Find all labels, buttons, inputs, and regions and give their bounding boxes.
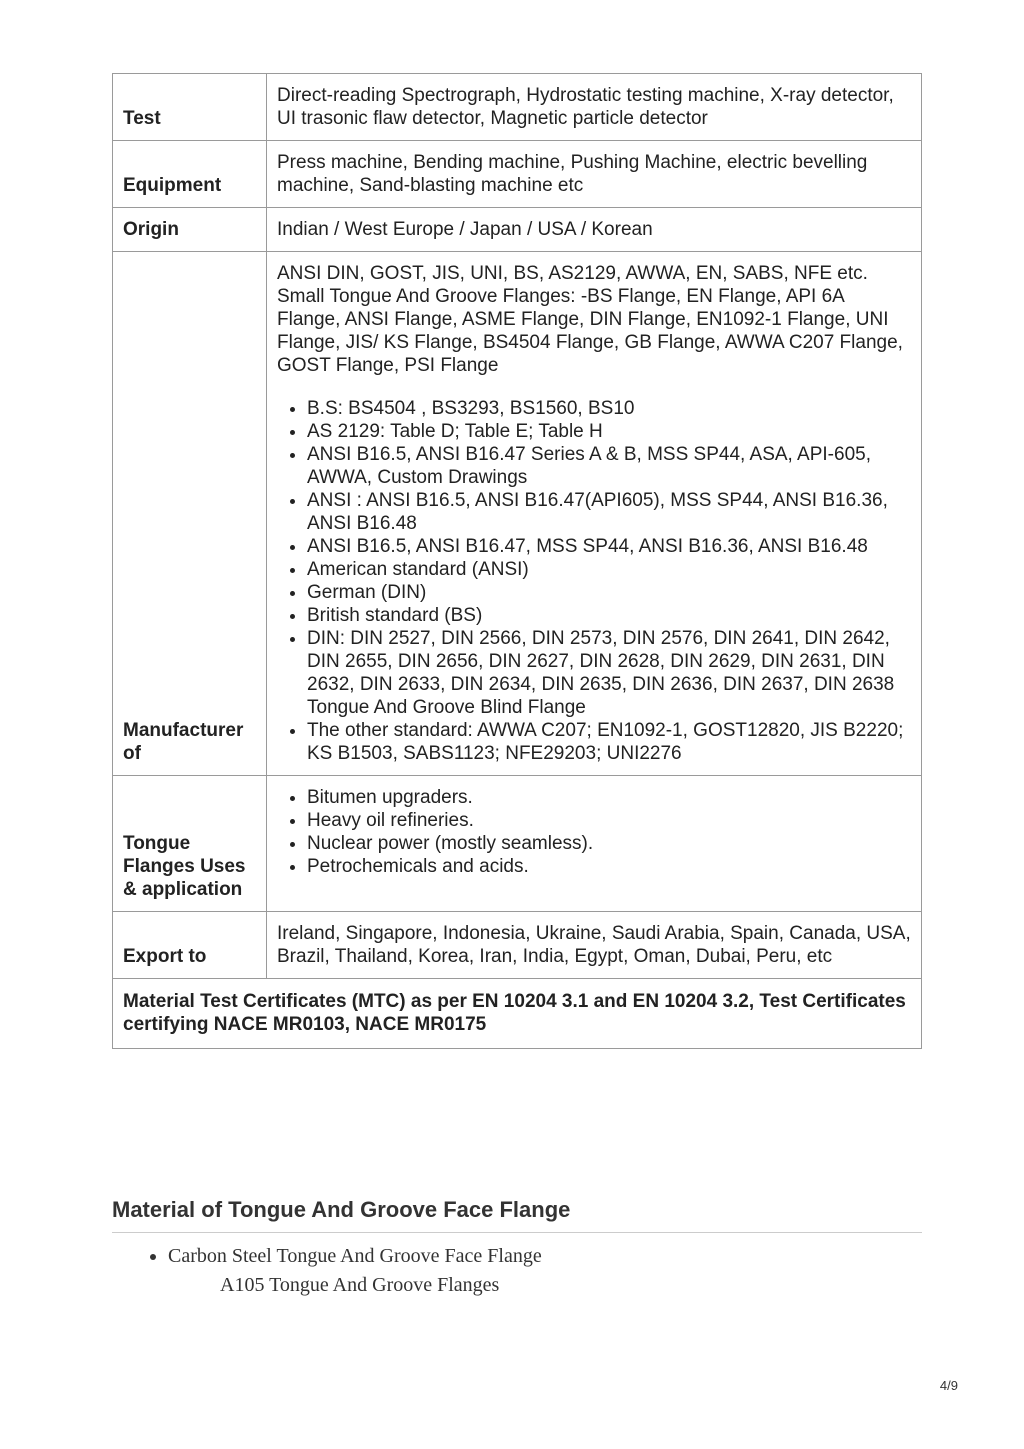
material-item-sub: A105 Tongue And Groove Flanges [220, 1274, 500, 1296]
list-item: • The other standard: AWWA C207; EN1092-1, GOST12820, JIS B2220; KS B1503, SABS1123; NFE29203; UNI2276 [307, 719, 911, 765]
table-row [113, 252, 922, 776]
row-value-equipment: Press machine, Bending machine, Pushing Machine, electric bevelling machine, Sand-blasting machine etc [267, 141, 922, 208]
table-row [113, 141, 922, 208]
row-value-uses [267, 776, 922, 912]
manufacturer-flanges-text: Small Tongue And Groove Flanges: -BS Flange, EN Flange, API 6A Flange, ANSI Flange, ASME Flange, DIN Flange, EN1092-1 Flange, UNI Flange, JIS/ KS Flange, BS4504 Flange, GB Flange, AWWA C207 Flange, GOST Flange, PSI Flange [277, 286, 903, 376]
list-item: • AS 2129: Table D; Table E; Table H [307, 420, 911, 443]
manufacturer-standards-text: ANSI DIN, GOST, JIS, UNI, BS, AS2129, AWWA, EN, SABS, NFE etc. [277, 263, 868, 284]
page-number: 4/9 [939, 1378, 958, 1393]
row-label-manufacturer: Manufacturer of [113, 252, 267, 776]
table-row [113, 979, 922, 1049]
material-item-label: Carbon Steel Tongue And Groove Face Flange [168, 1245, 542, 1267]
row-label-origin: Origin [113, 208, 267, 252]
table-row [113, 912, 922, 979]
specification-table [112, 73, 922, 1049]
certificates-note: Material Test Certificates (MTC) as per EN 10204 3.1 and EN 10204 3.2, Test Certificates certifying NACE MR0103, NACE MR0175 [113, 979, 922, 1049]
row-value-test: Direct-reading Spectrograph, Hydrostatic testing machine, X-ray detector, UI trasonic flaw detector, Magnetic particle detector [267, 74, 922, 141]
table-row [113, 208, 922, 252]
row-label-uses: Tongue Flanges Uses & application [113, 776, 267, 912]
list-item: • British standard (BS) [307, 604, 911, 627]
manufacturer-standards-list [277, 397, 911, 765]
material-list [112, 1242, 978, 1300]
list-item: • B.S: BS4504 , BS3293, BS1560, BS10 [307, 397, 911, 420]
row-value-origin: Indian / West Europe / Japan / USA / Korean [267, 208, 922, 252]
list-item: • American standard (ANSI) [307, 558, 911, 581]
list-item: • Petrochemicals and acids. [307, 855, 911, 878]
table-row [113, 74, 922, 141]
list-item: • Heavy oil refineries. [307, 809, 911, 832]
uses-list [277, 786, 911, 878]
list-item: • Nuclear power (mostly seamless). [307, 832, 911, 855]
list-item: • DIN: DIN 2527, DIN 2566, DIN 2573, DIN 2576, DIN 2641, DIN 2642, DIN 2655, DIN 2656, DIN 2627, DIN 2628, DIN 2629, DIN 2631, DIN 2632, DIN 2633, DIN 2634, DIN 2635, DIN 2636, DIN 2637, DIN 2638 Tongue And Groove Blind Flange [307, 627, 911, 719]
list-item [168, 1242, 978, 1300]
row-label-export: Export to [113, 912, 267, 979]
row-label-test: Test [113, 74, 267, 141]
list-item: • ANSI B16.5, ANSI B16.47 Series A & B, MSS SP44, ASA, API-605, AWWA, Custom Drawings [307, 443, 911, 489]
list-item: • German (DIN) [307, 581, 911, 604]
list-item: • Bitumen upgraders. [307, 786, 911, 809]
row-label-equipment: Equipment [113, 141, 267, 208]
section-title: Material of Tongue And Groove Face Flange [112, 1196, 922, 1233]
table-row [113, 776, 922, 912]
row-value-export: Ireland, Singapore, Indonesia, Ukraine, Saudi Arabia, Spain, Canada, USA, Brazil, Thailand, Korea, Iran, India, Egypt, Oman, Dubai, Peru, etc [267, 912, 922, 979]
row-value-manufacturer [267, 252, 922, 776]
list-item: • ANSI : ANSI B16.5, ANSI B16.47(API605), MSS SP44, ANSI B16.36, ANSI B16.48 [307, 489, 911, 535]
list-item: • ANSI B16.5, ANSI B16.47, MSS SP44, ANSI B16.36, ANSI B16.48 [307, 535, 911, 558]
